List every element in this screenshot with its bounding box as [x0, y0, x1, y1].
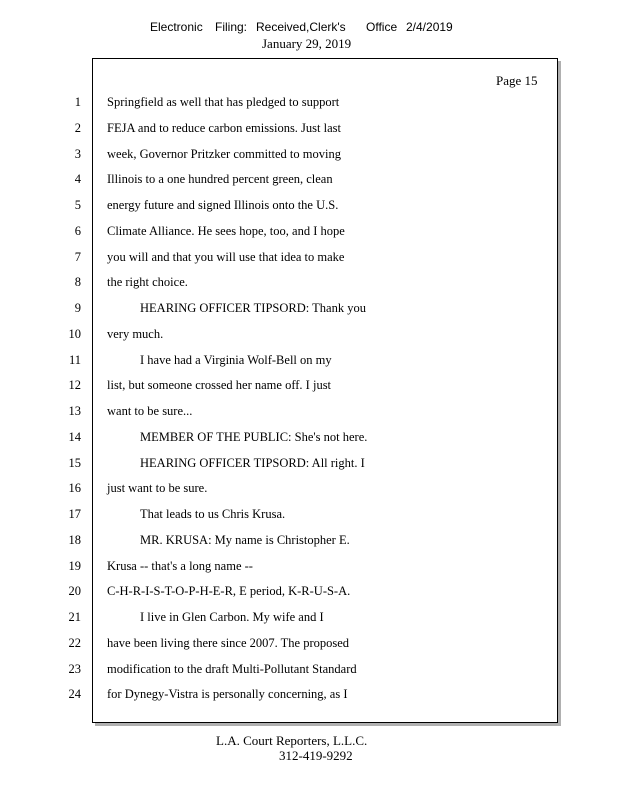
- footer-phone: 312-419-9292: [279, 748, 353, 763]
- transcript-line: C-H-R-I-S-T-O-P-H-E-R, E period, K-R-U-S-A.: [107, 584, 351, 599]
- line-number: 6: [74, 223, 81, 238]
- transcript-line: HEARING OFFICER TIPSORD: Thank you: [140, 301, 366, 315]
- line-number: 10: [68, 326, 81, 341]
- line-number: 23: [68, 661, 81, 676]
- line-number: 18: [68, 532, 81, 547]
- line-number: 4: [74, 172, 81, 187]
- transcript-line: Springfield as well that has pledged to support: [107, 95, 340, 109]
- line-number: 17: [68, 507, 81, 521]
- transcript-line: I have had a Virginia Wolf-Bell on my: [140, 352, 332, 367]
- transcript-line: HEARING OFFICER TIPSORD: All right. I: [140, 455, 365, 470]
- line-number: 21: [68, 610, 81, 624]
- line-number: 1: [74, 95, 81, 109]
- line-number: 5: [74, 198, 81, 212]
- transcript-line: MR. KRUSA: My name is Christopher E.: [140, 532, 350, 547]
- filing-received: Received,Clerk's: [256, 20, 346, 34]
- transcript-line: I live in Glen Carbon. My wife and I: [140, 610, 324, 624]
- line-number: 11: [68, 352, 81, 367]
- transcript-line: Krusa -- that's a long name --: [107, 558, 253, 573]
- transcript-line: modification to the draft Multi-Pollutant Standard: [107, 661, 357, 676]
- filing-label: Filing:: [215, 20, 248, 34]
- line-number: 13: [68, 404, 81, 418]
- filing-date-stamp: 2/4/2019: [406, 20, 453, 34]
- line-number: 14: [68, 429, 81, 444]
- line-number: 20: [68, 584, 81, 599]
- transcript-line: just want to be sure.: [107, 481, 208, 496]
- transcript-line: Illinois to a one hundred percent green, clean: [107, 172, 333, 187]
- transcript-line: week, Governor Pritzker committed to moving: [107, 146, 341, 161]
- transcript-line: MEMBER OF THE PUBLIC: She's not here.: [140, 429, 368, 444]
- line-number: 22: [68, 635, 81, 650]
- transcript-line: That leads to us Chris Krusa.: [140, 507, 286, 521]
- line-number: 9: [74, 301, 81, 315]
- line-number: 24: [68, 687, 81, 702]
- transcript-date: January 29, 2019: [262, 36, 352, 51]
- line-number: 12: [68, 378, 81, 393]
- footer-company: L.A. Court Reporters, L.L.C.: [216, 733, 368, 748]
- transcript-line: the right choice.: [107, 275, 188, 290]
- transcript-line: list, but someone crossed her name off. I just: [107, 378, 332, 393]
- line-number: 7: [74, 249, 81, 264]
- line-number: 16: [68, 481, 81, 496]
- filing-electronic: Electronic: [150, 20, 203, 34]
- transcript-line: you will and that you will use that idea to make: [107, 249, 345, 264]
- transcript-line: energy future and signed Illinois onto the U.S.: [107, 198, 339, 212]
- page-number: Page 15: [496, 73, 538, 88]
- filing-office: Office: [366, 20, 398, 34]
- transcript-line: have been living there since 2007. The proposed: [107, 635, 350, 650]
- line-number: 15: [68, 455, 81, 470]
- line-number: 19: [68, 558, 81, 573]
- line-number: 2: [74, 120, 81, 135]
- transcript-line: FEJA and to reduce carbon emissions. Just last: [107, 120, 341, 135]
- line-number: 8: [74, 275, 81, 290]
- filing-stamp-header: [0, 20, 618, 36]
- transcript-line: very much.: [107, 326, 164, 341]
- transcript-line: for Dynegy-Vistra is personally concerning, as I: [107, 687, 348, 702]
- line-number: 3: [74, 146, 81, 161]
- transcript-line: Climate Alliance. He sees hope, too, and I hope: [107, 223, 345, 238]
- transcript-line: want to be sure...: [107, 404, 193, 418]
